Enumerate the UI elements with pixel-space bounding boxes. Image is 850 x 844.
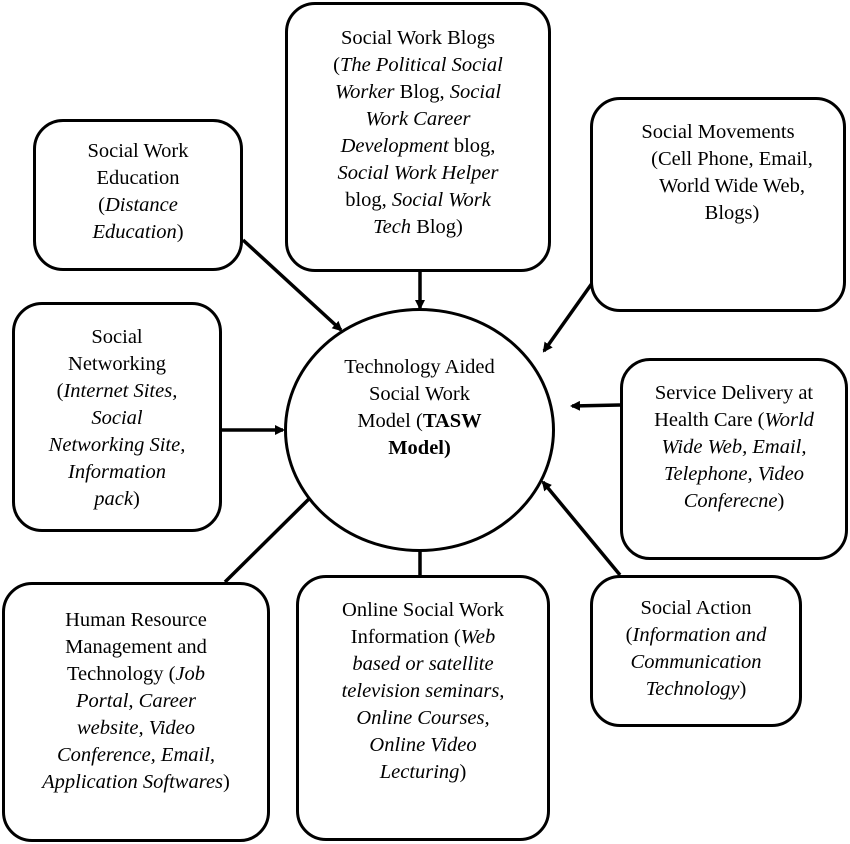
movements-line-4: Blogs) [704, 202, 760, 224]
education-line-1: Social Work [87, 140, 189, 162]
blogs-line-7: blog, Social Work [345, 189, 491, 211]
networking-line-6: Information [68, 461, 166, 483]
blogs-line-5: Development blog, [340, 135, 496, 157]
node-social-work-education [33, 119, 243, 271]
networking-line-5: Networking Site, [48, 434, 186, 456]
node-human-resource-management [2, 582, 270, 842]
hr-line-4: Portal, Career [76, 690, 196, 712]
center-line-1: Technology Aided [344, 356, 495, 378]
node-social-action [590, 575, 802, 727]
online-line-5: Online Courses, [356, 707, 490, 729]
node-service-delivery-health-care [620, 358, 848, 560]
center-node-tasw-model [284, 308, 555, 552]
hr-line-3: Technology (Job [66, 663, 206, 685]
center-line-3 [287, 408, 552, 435]
movements-line-1: Social Movements [641, 121, 795, 143]
hr-line-1: Human Resource [65, 609, 207, 631]
blogs-line-6: Social Work Helper [337, 162, 499, 184]
networking-line-2: Networking [68, 353, 166, 375]
online-line-3: based or satellite [352, 653, 494, 675]
hr-line-7: Application Softwares) [42, 771, 230, 793]
center-line-4-bold: Model) [388, 437, 451, 459]
online-line-6: Online Video [369, 734, 477, 756]
service-line-1: Service Delivery at [654, 382, 814, 404]
networking-line-3: (Internet Sites, [56, 380, 178, 402]
education-line-2: Education [96, 167, 180, 189]
networking-line-4: Social [91, 407, 143, 429]
blogs-line-2: (The Political Social [333, 54, 503, 76]
online-line-4: television seminars, [341, 680, 505, 702]
service-line-2: Health Care (World [654, 409, 814, 431]
blogs-line-4: Work Career [365, 108, 471, 130]
center-line-3-text: Model ( [357, 410, 423, 432]
node-online-social-work-information [296, 575, 550, 841]
node-social-networking [12, 302, 222, 532]
arrow-service [572, 405, 620, 406]
service-line-5: Conferecne) [683, 490, 785, 512]
online-line-1: Online Social Work [342, 599, 504, 621]
education-line-3: (Distance [98, 194, 178, 216]
blogs-line-1: Social Work Blogs [340, 27, 495, 49]
action-line-1: Social Action [640, 597, 752, 619]
action-line-4: Technology) [645, 678, 747, 700]
networking-line-1: Social [91, 326, 143, 348]
action-line-2: (Information and [625, 624, 767, 646]
blogs-line-3: Worker Blog, Social [334, 81, 502, 103]
online-line-2: Information (Web [350, 626, 496, 648]
service-line-4: Telephone, Video [663, 463, 805, 485]
movements-line-2: (Cell Phone, Email, [651, 148, 813, 170]
arrow-hr [225, 490, 318, 582]
service-line-3: Wide Web, Email, [661, 436, 807, 458]
networking-line-7: pack) [94, 488, 140, 510]
blogs-line-8: Tech Blog) [373, 216, 463, 238]
hr-line-5: website, Video [76, 717, 196, 739]
movements-line-3: World Wide Web, [659, 175, 805, 197]
node-social-movements [590, 97, 846, 312]
online-line-7: Lecturing) [379, 761, 467, 783]
center-line-4 [287, 435, 552, 462]
action-line-3: Communication [630, 651, 762, 673]
hr-line-6: Conference, Email, [56, 744, 216, 766]
education-line-4: Education) [92, 221, 184, 243]
hr-line-2: Management and [65, 636, 207, 658]
node-social-work-blogs [285, 2, 551, 272]
arrow-action [543, 482, 620, 575]
center-line-2: Social Work [368, 383, 471, 405]
center-line-3-bold: TASW [422, 410, 482, 432]
